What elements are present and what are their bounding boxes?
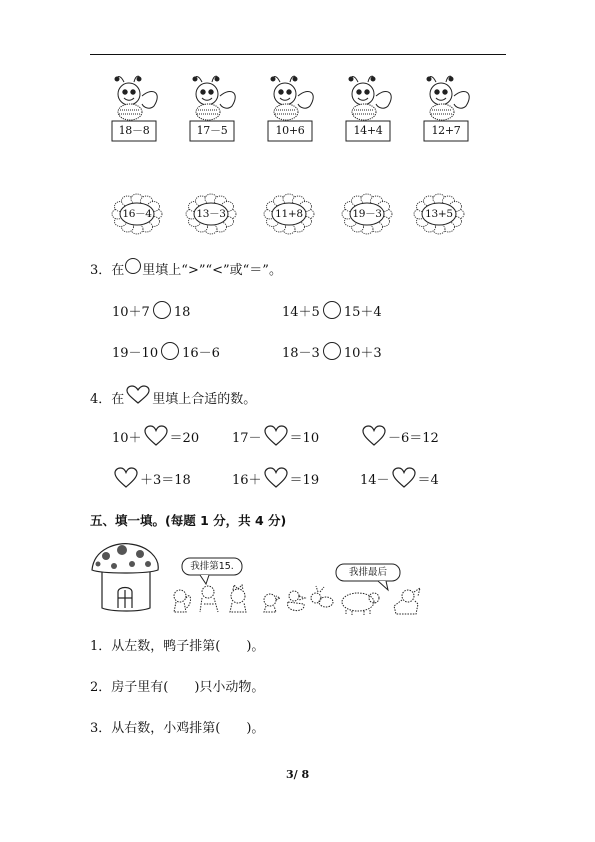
chick-icon <box>264 594 280 612</box>
q4-left: 10＋ <box>112 431 142 446</box>
answer-circle[interactable] <box>323 301 341 319</box>
bee-card <box>262 72 322 162</box>
flower-equation: 11+8 <box>275 208 303 220</box>
q4-right: ＝4 <box>417 473 439 488</box>
section5-heading: 五、填一填。(每题 1 分，共 4 分) <box>90 513 287 528</box>
q3-number: 3． <box>90 263 112 278</box>
flower-equation: 13+5 <box>425 208 453 220</box>
answer-circle[interactable] <box>323 342 341 360</box>
q4-instruction <box>90 390 256 410</box>
q4-item <box>360 428 439 450</box>
s5-question-1: 1．从左数，鸭子排第( )。 <box>90 639 265 654</box>
s5-question-2: 2．房子里有( )只小动物。 <box>90 680 265 695</box>
answer-heart[interactable] <box>113 467 139 489</box>
cat-icon <box>230 585 246 612</box>
q4-item <box>112 470 191 492</box>
q4-left: 17－ <box>232 431 262 446</box>
flower-card <box>110 192 164 236</box>
q3-left: 18－3 <box>282 346 320 361</box>
q3-item <box>112 304 190 322</box>
bee-equation: 12+7 <box>431 124 461 137</box>
q3-item <box>282 345 382 363</box>
bee-card <box>340 72 400 162</box>
answer-heart[interactable] <box>361 425 387 447</box>
bee-equation: 10+6 <box>275 124 305 137</box>
dog-icon <box>394 588 420 614</box>
mushroom-house-icon <box>92 544 158 611</box>
flower-equation: 13－3 <box>196 208 226 220</box>
answer-heart[interactable] <box>263 467 289 489</box>
q3-pre: 在 <box>111 263 125 278</box>
q3-left: 14＋5 <box>282 305 320 320</box>
flower-card <box>262 192 316 236</box>
answer-circle-icon <box>125 258 141 274</box>
q3-left: 19－10 <box>112 346 159 361</box>
heart-icon <box>125 385 151 405</box>
flower-equation: 19－3 <box>352 208 382 220</box>
q4-left: 16＋ <box>232 473 262 488</box>
q4-post: 里填上合适的数。 <box>152 392 257 407</box>
answer-circle[interactable] <box>153 301 171 319</box>
bee-equation: 17－5 <box>196 124 228 137</box>
q3-left: 10＋7 <box>112 305 150 320</box>
q3-right: 16－6 <box>182 346 220 361</box>
q3-right: 18 <box>173 305 191 320</box>
bee-equation: 18－8 <box>118 124 150 137</box>
page-number: 3/ 8 <box>286 768 310 781</box>
squirrel-icon <box>174 590 191 612</box>
flower-card <box>184 192 238 236</box>
answer-heart[interactable] <box>143 425 169 447</box>
bee-card <box>418 72 478 162</box>
top-rule <box>90 54 506 55</box>
speech-bubble-left: 我排第15. <box>190 561 234 572</box>
q4-pre: 在 <box>111 392 125 407</box>
flower-card <box>412 192 466 236</box>
q4-right: －6＝12 <box>388 431 439 446</box>
flower-card <box>340 192 394 236</box>
q3-right: 15＋4 <box>343 305 382 320</box>
q4-right: ＝10 <box>289 431 320 446</box>
q3-post: 里填上“>”“<”或“＝”。 <box>142 263 282 278</box>
answer-heart[interactable] <box>263 425 289 447</box>
q4-left: 14－ <box>360 473 390 488</box>
answer-heart[interactable] <box>391 467 417 489</box>
q4-number: 4． <box>90 392 112 407</box>
q3-right: 10＋3 <box>343 346 382 361</box>
answer-circle[interactable] <box>161 342 179 360</box>
q4-item <box>232 428 319 450</box>
bee-card <box>106 72 166 162</box>
speech-bubble-right: 我排最后 <box>348 567 387 578</box>
duck-icon <box>288 591 305 611</box>
q4-right: ＝20 <box>169 431 200 446</box>
q3-instruction <box>90 262 282 280</box>
q4-item <box>360 470 439 492</box>
monkey-icon <box>200 586 218 612</box>
pig-icon <box>342 593 379 615</box>
q4-right: ＋3＝18 <box>140 473 191 488</box>
q3-item <box>282 304 382 322</box>
q4-item <box>232 470 319 492</box>
q3-item <box>112 345 220 363</box>
bee-card <box>184 72 244 162</box>
flower-equation: 16－4 <box>122 208 152 220</box>
bee-equation: 14+4 <box>353 124 383 137</box>
q4-right: ＝19 <box>289 473 320 488</box>
s5-question-3: 3．从右数，小鸡排第( )。 <box>90 721 265 736</box>
bee-icon <box>311 586 333 607</box>
q4-item <box>112 428 199 450</box>
